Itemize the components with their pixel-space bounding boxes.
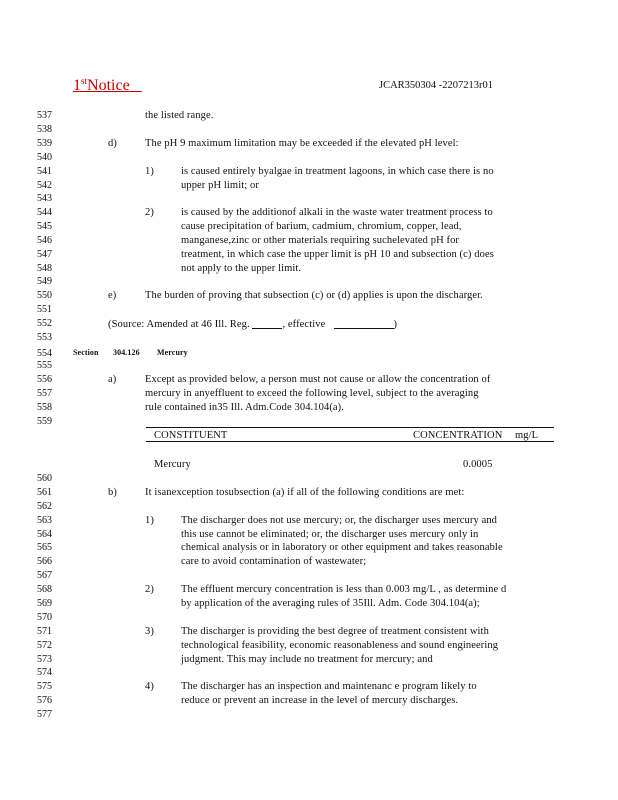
line-number: 548 — [37, 263, 52, 274]
subsection-e-text: The burden of proving that subsection (c) or (d) applies is upon the discharger. — [145, 290, 483, 301]
line-number: 554 — [37, 348, 52, 359]
table-header-concentration: CONCENTRATION — [413, 430, 503, 441]
line-number: 577 — [37, 709, 52, 720]
line-number: 558 — [37, 402, 52, 413]
item-d2-line5: not apply to the upper limit. — [181, 263, 302, 274]
item-b2-line2: by application of the averaging rules of 35Ill. Adm. Code 304.104(a); — [181, 598, 480, 609]
item-label-b4: 4) — [145, 681, 154, 692]
source-note-part1: (Source: Amended at 46 Ill. Reg. — [108, 319, 250, 330]
line-number: 549 — [37, 276, 52, 287]
item-d2-line3: manganese,zinc or other materials requiring suchelevated pH for — [181, 235, 460, 246]
item-d1-line1: is caused entirely byalgae in treatment lagoons, in which case there is no — [181, 166, 494, 177]
section-number: 304.126 — [113, 348, 140, 357]
subsection-label-a: a) — [108, 374, 117, 385]
table-header-constituent: CONSTITUENT — [154, 430, 228, 441]
item-label-b1: 1) — [145, 515, 154, 526]
line-number: 568 — [37, 584, 52, 595]
line-number: 565 — [37, 542, 52, 553]
item-label-b2: 2) — [145, 584, 154, 595]
source-note — [108, 318, 397, 330]
notice-heading — [73, 76, 142, 95]
section-word: Section — [73, 348, 99, 357]
line-number: 564 — [37, 529, 52, 540]
subsection-label-e: e) — [108, 290, 117, 301]
line-number: 562 — [37, 501, 52, 512]
line-number: 539 — [37, 138, 52, 149]
line-number: 569 — [37, 598, 52, 609]
line-number: 573 — [37, 654, 52, 665]
item-b4-line1: The discharger has an inspection and maintenanc e program likely to — [181, 681, 477, 692]
line-number: 542 — [37, 180, 52, 191]
line-number: 555 — [37, 360, 52, 371]
line-number: 547 — [37, 249, 52, 260]
line-number: 576 — [37, 695, 52, 706]
line-number: 552 — [37, 318, 52, 329]
item-b1-line1: The discharger does not use mercury; or, the discharger uses mercury and — [181, 515, 498, 526]
line-number: 567 — [37, 570, 52, 581]
item-label-b3: 3) — [145, 626, 154, 637]
subsection-a-line1: Except as provided below, a person must not cause or allow the concentration of — [145, 374, 491, 385]
body-line-537: the listed range. — [145, 110, 214, 121]
subsection-a-line3: rule contained in35 Ill. Adm.Code 304.104(a). — [145, 402, 345, 413]
notice-label: Notice — [87, 77, 130, 94]
item-b3-line1: The discharger is providing the best degree of treatment consistent with — [181, 626, 489, 637]
item-b2-line1: The effluent mercury concentration is less than 0.003 mg/L , as determine d — [181, 584, 507, 595]
item-b1-line3: chemical analysis or in laboratory or other equipment and takes reasonable — [181, 542, 503, 553]
item-b3-line3: judgment. This may include no treatment for mercury; and — [181, 654, 433, 665]
subsection-b-text: It isanexception tosubsection (a) if all of the following conditions are met: — [145, 487, 465, 498]
table-row-concentration: 0.0005 — [463, 459, 493, 470]
item-b4-line2: reduce or prevent an increase in the level of mercury discharges. — [181, 695, 459, 706]
item-label-d1: 1) — [145, 166, 154, 177]
section-title: Mercury — [157, 348, 188, 357]
line-number: 551 — [37, 304, 52, 315]
source-note-part2: , effective — [282, 319, 326, 330]
notice-ordinal-suffix: st — [81, 76, 88, 86]
item-b1-line2: this use cannot be eliminated; or, the discharger uses mercury only in — [181, 529, 479, 540]
line-number: 561 — [37, 487, 52, 498]
line-number: 572 — [37, 640, 52, 651]
table-header-unit: mg/L — [515, 430, 539, 441]
document-id: JCAR350304 -2207213r01 — [379, 80, 494, 91]
line-number: 538 — [37, 124, 52, 135]
item-d2-line4: treatment, in which case the upper limit is pH 10 and subsection (c) does — [181, 249, 494, 260]
line-number: 570 — [37, 612, 52, 623]
subsection-label-d: d) — [108, 138, 117, 149]
item-label-d2: 2) — [145, 207, 154, 218]
item-d2-line2: cause precipitation of barium, cadmium, chromium, copper, lead, — [181, 221, 462, 232]
line-number: 550 — [37, 290, 52, 301]
table-top-rule — [146, 427, 554, 428]
line-number: 546 — [37, 235, 52, 246]
item-b1-line4: care to avoid contamination of wastewater; — [181, 556, 367, 567]
line-number: 553 — [37, 332, 52, 343]
line-number: 566 — [37, 556, 52, 567]
line-number: 574 — [37, 667, 52, 678]
line-number: 541 — [37, 166, 52, 177]
line-number: 571 — [37, 626, 52, 637]
line-number: 556 — [37, 374, 52, 385]
source-reg-blank — [252, 318, 282, 329]
item-d2-line1: is caused by the additionof alkali in the waste water treatment process to — [181, 207, 493, 218]
item-b3-line2: technological feasibility, economic reasonableness and sound engineering — [181, 640, 499, 651]
item-d1-line2: upper pH limit; or — [181, 180, 259, 191]
line-number: 559 — [37, 416, 52, 427]
source-note-part3: ) — [393, 319, 398, 330]
table-row-constituent: Mercury — [154, 459, 191, 470]
line-number: 540 — [37, 152, 52, 163]
line-number: 563 — [37, 515, 52, 526]
subsection-d-text: The pH 9 maximum limitation may be exceeded if the elevated pH level: — [145, 138, 459, 149]
notice-number: 1 — [73, 77, 81, 94]
line-number: 543 — [37, 193, 52, 204]
line-number: 575 — [37, 681, 52, 692]
subsection-label-b: b) — [108, 487, 117, 498]
line-number: 560 — [37, 473, 52, 484]
line-number: 545 — [37, 221, 52, 232]
line-number: 557 — [37, 388, 52, 399]
table-header-rule — [146, 441, 554, 442]
source-date-blank — [334, 318, 394, 329]
subsection-a-line2: mercury in anyeffluent to exceed the following level, subject to the averaging — [145, 388, 479, 399]
line-number: 544 — [37, 207, 52, 218]
line-number: 537 — [37, 110, 52, 121]
